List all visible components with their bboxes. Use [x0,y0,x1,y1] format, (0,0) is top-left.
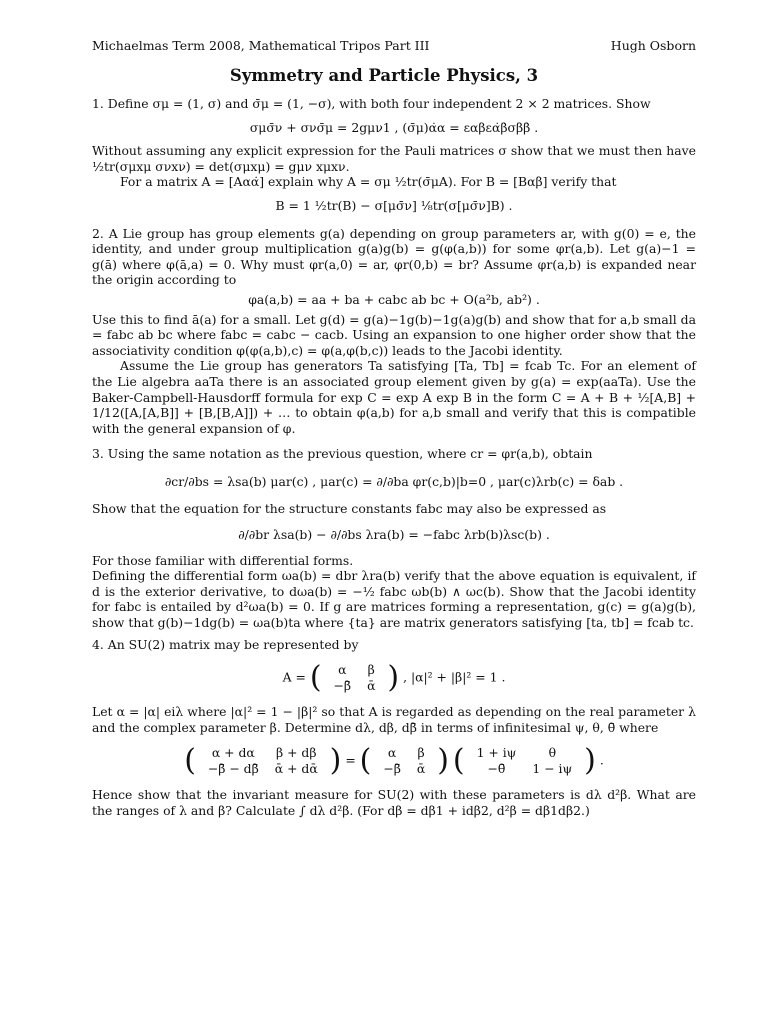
right-paren: ) [387,660,400,696]
q1-text-2: For a matrix A = [Aαα̇] explain why A = σμ ½tr(σ̄μA). For B = [Bαβ] verify that [120,174,617,190]
matrix-cell: β [417,745,425,761]
right-paren: ) [584,743,596,779]
matrix-cell: β + dβ [275,745,317,761]
matrix-cell: −β̄ [383,761,401,777]
running-header-right: Hugh Osborn [610,38,696,53]
matrix-cell: 1 − iψ [532,761,573,777]
matrix-cell: −β̄ − dβ̄ [207,761,259,777]
matrix-cell: −θ̄ [487,761,506,777]
q2-text-2: Assume the Lie group has generators Ta satisfying [Ta, Tb] = fcab Tc. For an element of the Lie algebra aaTa there is an associated group element given by g(a) = exp(aaTa). Use the Baker-Campbell-Hausdorff formula for exp C = exp A exp B in the form C = A + B + ½[A,B] + 1/12([A,[A,B]] + [B,[B,A]]) + … to obtain φ(a,b) for a,b small and verify that this is compatible with the general expansion of φ. [92,358,696,436]
q1-text-1: Without assuming any explicit expression for the Pauli matrices σ show that we must then have ½tr(σμxμ σνxν) = det(σμxμ) = gμν xμxν. [92,143,696,174]
running-header-left: Michaelmas Term 2008, Mathematical Tripos Part III [92,38,430,53]
q4-text-2: Hence show that the invariant measure for SU(2) with these parameters is dλ d²β. What are the ranges of λ and β? Calculate ∫ dλ d²β. (For dβ = dβ1 + idβ2, d²β = dβ1dβ2.) [92,787,696,818]
period: . [599,752,604,768]
q4-intro: 4. An SU(2) matrix may be represented by [92,636,359,652]
matrix-cell: β [367,662,375,678]
q3-text-1: Show that the equation for the structure constants fabc may also be expressed as [92,501,607,517]
equals-sign: = [345,752,356,768]
q3-equation-2: ∂/∂br λsa(b) − ∂/∂bs λra(b) = −fabc λrb(b)λsc(b) . [238,527,550,543]
matrix-cell: ᾱ [367,678,376,694]
q1-equation-2: B = 1 ½tr(B) − σ[μσ̄ν] ⅛tr(σ[μσ̄ν]B) . [275,197,513,213]
matrix-cell: ᾱ + dᾱ [274,761,318,777]
left-paren: ( [452,743,465,779]
q4-eq2-matrix-1 [200,745,326,777]
right-paren: ) [437,743,449,779]
matrix-cell: 1 + iψ [476,745,517,761]
q4-eq1-rhs: , |α|² + |β|² = 1 . [403,669,506,685]
q3-text-3: Defining the differential form ωa(b) = dbr λra(b) verify that the above equation is equivalent, if d is the exterior derivative, to dωa(b) = −½ fabc ωb(b) ∧ ωc(b). Show that the Jacobi identity for fabc is entailed by d²ωa(b) = 0. If g are matrices forming a representation, g(c) = g(a)g(b), show that g(b)−1dg(b) = ωa(b)ta where {ta} are matrix generators satisfying [ta, tb] = fcab tc. [92,568,696,631]
q4-eq2-matrix-3 [469,745,581,777]
q3-text-2: For those familiar with differential forms. [92,552,354,568]
page-title: Symmetry and Particle Physics, 3 [229,66,539,85]
q2-text-1: Use this to find ā(a) for a small. Let g(d) = g(a)−1g(b)−1g(a)g(b) and show that for a,b small da = fabc ab bc where fabc = cabc − cacb. Using an expansion to one higher order show that the associativity condition φ(φ(a,b),c) = φ(a,φ(b,c)) leads to the Jacobi identity. [92,311,696,358]
matrix-cell: θ [548,745,557,761]
q2-equation-1: φa(a,b) = aa + ba + cabc ab bc + O(a²b, ab²) . [248,291,540,307]
q4-eq2-matrix-2 [375,745,433,777]
matrix-cell: ᾱ [416,761,426,777]
left-paren: ( [309,660,322,696]
q4-text-1: Let α = |α| eiλ where |α|² = 1 − |β|² so that A is regarded as depending on the real parameter λ and the complex parameter β. Determine dλ, dβ, dβ̄ in terms of infinitesimal ψ, θ, θ̄ where [92,704,696,735]
left-paren: ( [359,743,372,779]
left-paren: ( [184,743,196,779]
q1-equation-1: σμσ̄ν + σνσ̄μ = 2gμν1 , (σ̄μ)α̇α = εαβεα̇β̇σββ̇ . [249,119,539,135]
matrix-cell: α [338,662,347,678]
q4-eq1-matrix [326,662,384,694]
q3-intro: 3. Using the same notation as the previous question, where cr = φr(a,b), obtain [92,446,593,462]
matrix-cell: α [387,745,397,761]
right-paren: ) [329,743,342,779]
q2-intro: 2. A Lie group has group elements g(a) depending on group parameters ar, with g(0) = e, the identity, and under group multiplication g(a)g(b) = g(φ(a,b)) for some φr(a,b). Let g(a)−1 = g(ā) where φ(ā,a) = 0. Why must φr(a,0) = ar, φr(0,b) = br? Assume φr(a,b) is expanded near the origin according to [92,225,696,288]
matrix-cell: α + dα [211,745,255,761]
problem-sheet-body [92,96,696,819]
q3-equation-1: ∂cr/∂bs = λsa(b) μar(c) , μar(c) = ∂/∂ba φr(c,b)|b=0 , μar(c)λrb(c) = δab . [164,473,624,489]
q1-intro: 1. Define σμ = (1, σ) and σ̄μ = (1, −σ), with both four independent 2 × 2 matrices. Show [92,96,651,111]
q4-eq1-lhs: A = [282,669,306,685]
matrix-cell: −β̄ [333,678,352,694]
q4-equation-1 [92,662,696,694]
q4-equation-2 [92,745,696,777]
